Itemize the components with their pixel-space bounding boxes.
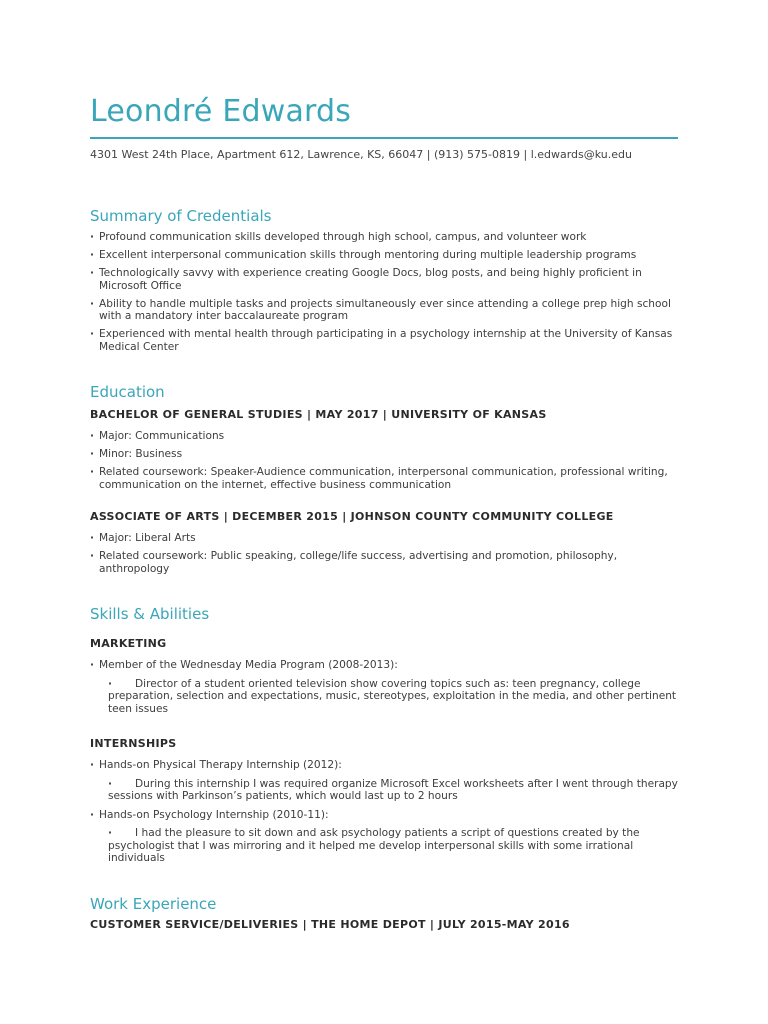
degree-title: ASSOCIATE OF ARTS | DECEMBER 2015 | JOHNSON COUNTY COMMUNITY COLLEGE [90,510,614,523]
skills-heading: Skills & Abilities [90,605,210,623]
skill-sub-detail [90,678,678,716]
skill-category-title: INTERNSHIPS [90,737,177,750]
skill-sub-detail-text: I had the pleasure to sit down and ask psychology patients a script of questions created by the psychologist that I was mirroring and it helped me develop interpersonal skills with some irrational individuals [108,827,640,864]
degree-detail-item: · Major: Liberal Arts [90,532,678,545]
work-heading: Work Experience [90,894,217,913]
summary-item: · Experienced with mental health through participating in a psychology internship at the University of Kansas Medical Center [90,328,678,353]
skill-list [90,759,678,772]
name-divider [90,137,678,139]
skill-sub-detail-text: During this internship I was required organize Microsoft Excel worksheets after I went through therapy sessions with Parkinson’s patients, which would last up to 2 hours [108,777,678,802]
summary-heading: Summary of Credentials [90,207,272,225]
skill-item: · Hands-on Psychology Internship (2010-11): [90,809,678,822]
skill-list [90,809,678,822]
degree-title: BACHELOR OF GENERAL STUDIES | MAY 2017 | UNIVERSITY OF KANSAS [90,408,547,421]
summary-item: · Ability to handle multiple tasks and projects simultaneously ever since attending a college prep high school with a mandatory inter baccalaureate program [90,298,678,323]
degree-detail-item: · Related coursework: Speaker-Audience communication, interpersonal communication, professional writing, communication on the internet, effective business communication [90,466,678,491]
degree-detail-item: · Related coursework: Public speaking, college/life success, advertising and promotion, philosophy, anthropology [90,550,678,575]
sub-bullet-mark: · [108,827,113,839]
summary-item: · Profound communication skills developed through high school, campus, and volunteer work [90,231,678,244]
summary-item: · Excellent interpersonal communication skills through mentoring during multiple leadership programs [90,249,678,262]
sub-bullet-mark: · [108,677,113,690]
resume-page [90,94,678,932]
education-heading: Education [90,383,165,401]
skill-sub-detail-text: Director of a student oriented television show covering topics such as: teen pregnancy, college preparation, selection and expectations, music, stereotypes, exploitation in the media, and other pertinent teen issues [108,677,677,715]
contact-line: 4301 West 24th Place, Apartment 612, Lawrence, KS, 66047 | (913) 575-0819 | l.edwards@ku.edu [90,148,632,161]
skill-item: · Member of the Wednesday Media Program (2008-2013): [90,659,678,672]
job-title: CUSTOMER SERVICE/DELIVERIES | THE HOME DEPOT | JULY 2015-MAY 2016 [90,917,570,931]
degree-details [90,430,678,491]
skill-category-title: MARKETING [90,637,167,650]
skill-item: · Hands-on Physical Therapy Internship (2012): [90,759,678,772]
summary-list [90,231,678,353]
skill-list [90,659,678,672]
summary-item: · Technologically savvy with experience creating Google Docs, blog posts, and being highly proficient in Microsoft Office [90,267,678,292]
skill-sub-detail [90,827,678,865]
sub-bullet-mark: · [108,777,113,790]
degree-detail-item: · Major: Communications [90,430,678,443]
candidate-name: Leondré Edwards [90,94,352,129]
degree-details [90,532,678,575]
degree-detail-item: · Minor: Business [90,448,678,461]
skill-sub-detail [90,778,678,803]
